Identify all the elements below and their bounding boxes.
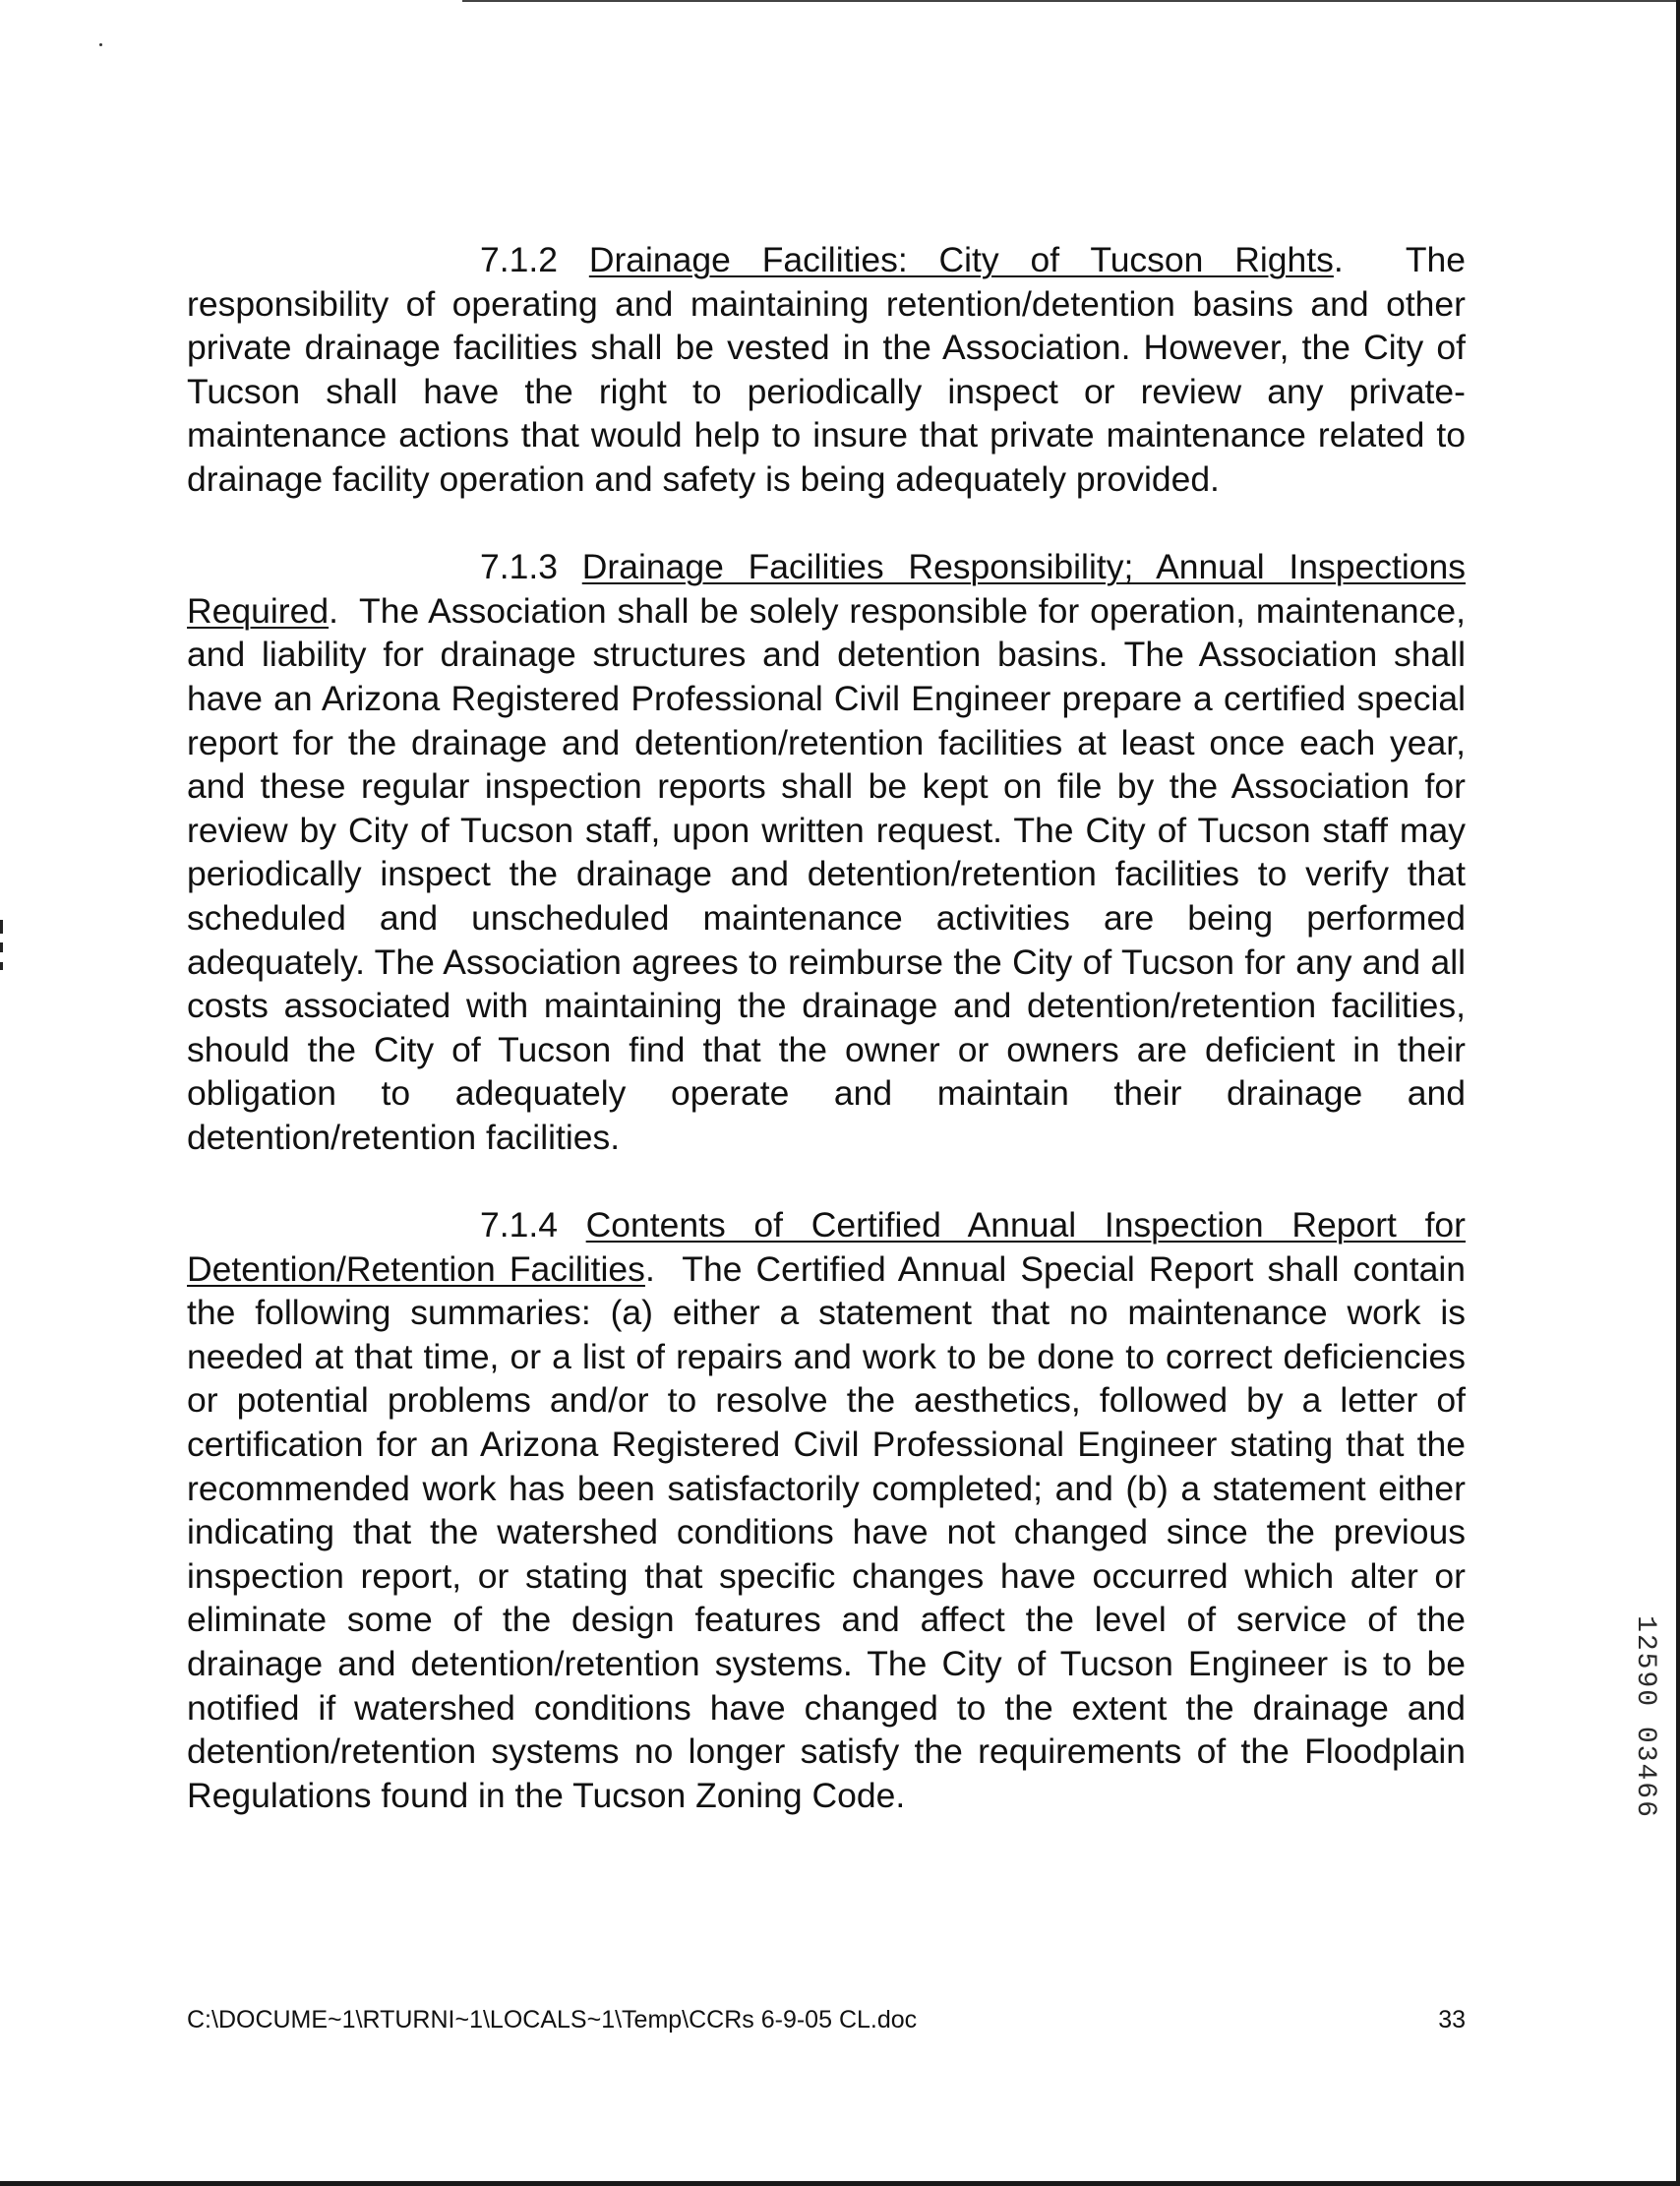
scan-border-bottom xyxy=(0,2181,1680,2186)
section-title-punct: . xyxy=(1333,240,1344,279)
scan-border-top xyxy=(462,0,1680,2)
page-footer xyxy=(187,2005,1466,2044)
section-body: The responsibility of operating and maintaining retention/detention basins and other private drainage facilities shall be vested in the Association. However, the City of Tucson shall have the right to periodically inspect or review any private-maintenance actions that would help to insure that private maintenance related to drainage facility operation and safety is being adequately provided. xyxy=(187,240,1466,499)
scan-edge-mark xyxy=(0,942,3,952)
section-number: 7.1.4 xyxy=(480,1205,558,1245)
recording-stamp-text: 12590 03466 xyxy=(1629,1614,1660,1819)
scan-edge-mark xyxy=(0,962,3,970)
section-title: Drainage Facilities: City of Tucson Rights xyxy=(588,240,1334,279)
document-body xyxy=(187,238,1466,1817)
section-7-1-2 xyxy=(187,238,1466,502)
section-7-1-4 xyxy=(187,1203,1466,1817)
section-title-punct: . xyxy=(329,590,338,631)
section-7-1-3 xyxy=(187,545,1466,1159)
recording-stamp xyxy=(1625,1584,1664,1850)
section-title: Contents of Certified Annual Inspection Report for Detention/Retention Facilities xyxy=(187,1205,1466,1289)
page-number: 33 xyxy=(1438,2006,1466,2034)
section-body: The Certified Annual Special Report shall contain the following summaries: (a) either a statement that no maintenance work is needed at that time, or a list of repairs and work to be done to correct deficiencies or potential problems and/or to resolve the aesthetics, followed by a letter of certification for an Arizona Registered Civil Professional Engineer stating that the recommended work has been satisfactorily completed; and (b) a statement either indicating that the watershed conditions have not changed since the previous inspection report, or stating that specific changes have occurred which alter or eliminate some of the design features and affect the level of service of the drainage and detention/retention systems. The City of Tucson Engineer is to be notified if watershed conditions have changed to the extent the drainage and detention/retention systems no longer satisfy the requirements of the Floodplain Regulations found in the Tucson Zoning Code. xyxy=(187,1248,1466,1815)
scan-border-right xyxy=(1676,0,1680,2186)
section-number: 7.1.3 xyxy=(480,547,558,587)
scan-speck xyxy=(99,43,102,46)
section-number: 7.1.2 xyxy=(480,240,558,279)
footer-file-path: C:\DOCUME~1\RTURNI~1\LOCALS~1\Temp\CCRs 6-9-05 CL.doc xyxy=(187,2006,918,2034)
section-title-punct: . xyxy=(644,1248,655,1289)
scan-edge-mark xyxy=(0,920,3,934)
section-body: The Association shall be solely responsible for operation, maintenance, and liability for drainage structures and detention basins. The Association shall have an Arizona Registered Professional Civil Engineer prepare a certified special report for the drainage and detention/retention facilities at least once each year, and these regular inspection reports shall be kept on file by the Association for review by City of Tucson staff, upon written request. The City of Tucson staff may periodically inspect the drainage and detention/retention facilities to verify that scheduled and unscheduled maintenance activities are being performed adequately. The Association agrees to reimburse the City of Tucson for any and all costs associated with maintaining the drainage and detention/retention facilities, should the City of Tucson find that the owner or owners are deficient in their obligation to adequately operate and maintain their drainage and detention/retention facilities. xyxy=(187,590,1466,1157)
section-title: Drainage Facilities Responsibility; Annual Inspections Required xyxy=(187,547,1466,631)
